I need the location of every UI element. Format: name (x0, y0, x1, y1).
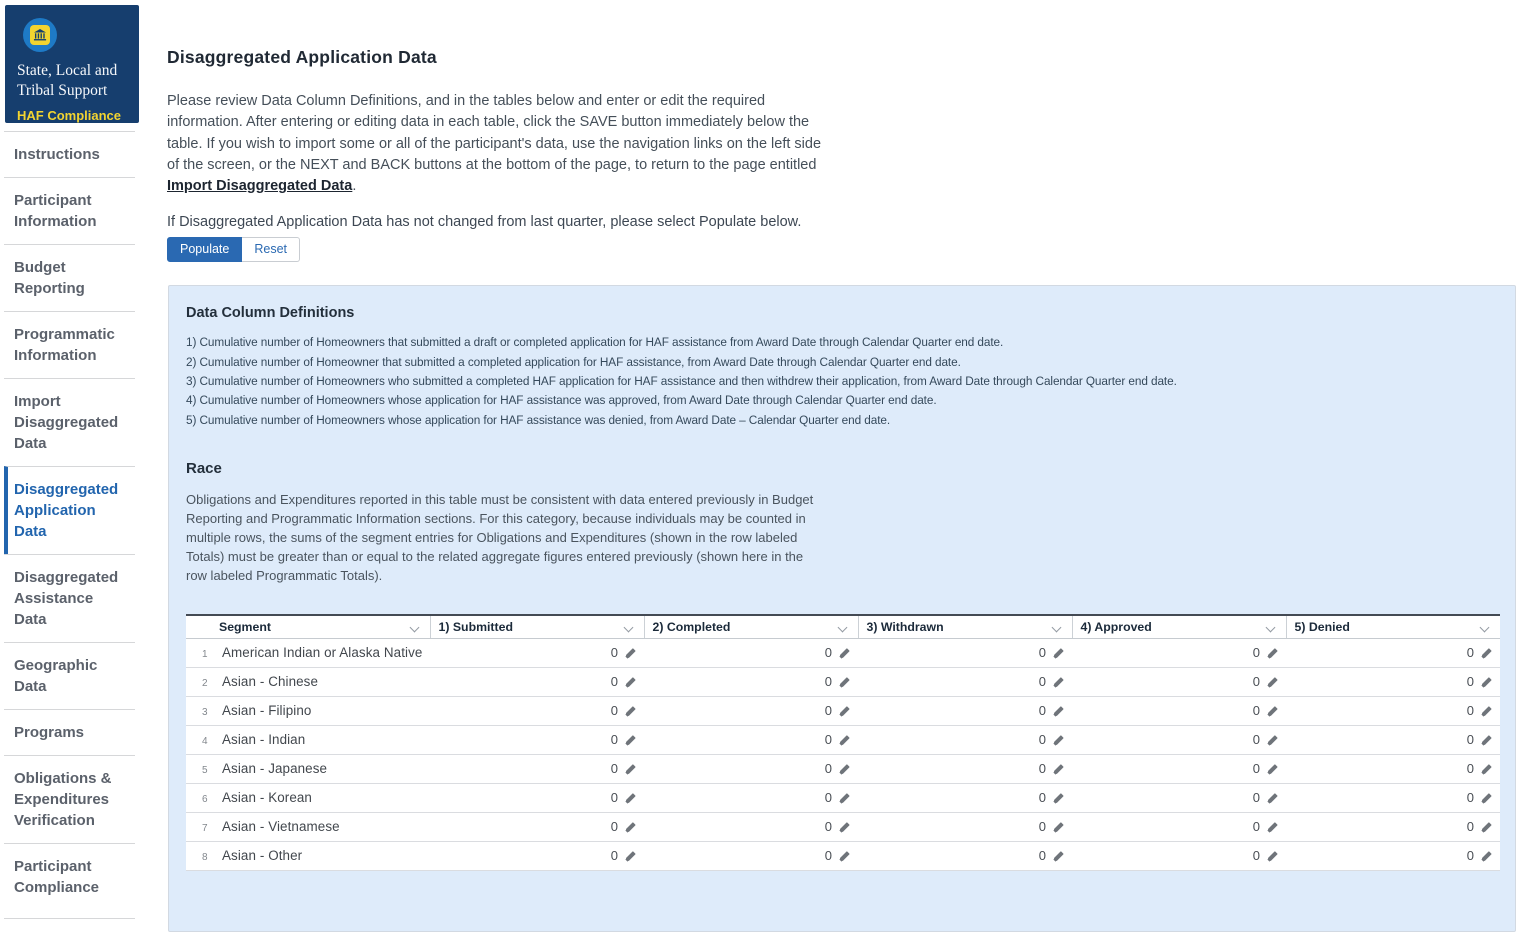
cell-value: 0 (1252, 790, 1260, 806)
definitions-list (186, 333, 1499, 429)
cell-value: 0 (824, 703, 832, 719)
column-header-denied[interactable] (1286, 615, 1500, 639)
edit-pencil-icon[interactable] (624, 734, 636, 746)
row-number: 4 (202, 736, 208, 748)
cell-value: 0 (1038, 732, 1046, 748)
cell-value: 0 (1252, 848, 1260, 864)
edit-pencil-icon[interactable] (1480, 647, 1492, 659)
table-row (186, 842, 1500, 871)
cell-value: 0 (610, 732, 618, 748)
sidebar-item-budget-reporting[interactable]: Budget Reporting (4, 244, 135, 311)
segment-label: Asian - Indian (222, 732, 306, 748)
edit-pencil-icon[interactable] (1052, 647, 1064, 659)
cell-value: 0 (1252, 645, 1260, 661)
chevron-down-icon[interactable] (837, 623, 847, 633)
cell-value: 0 (1038, 761, 1046, 777)
table-row (186, 784, 1500, 813)
table-row (186, 668, 1500, 697)
row-number: 6 (202, 794, 208, 806)
edit-pencil-icon[interactable] (1052, 763, 1064, 775)
edit-pencil-icon[interactable] (1052, 850, 1064, 862)
edit-pencil-icon[interactable] (1266, 763, 1278, 775)
cell-value: 0 (1252, 674, 1260, 690)
edit-pencil-icon[interactable] (1052, 705, 1064, 717)
column-header-completed[interactable] (644, 615, 858, 639)
edit-pencil-icon[interactable] (838, 647, 850, 659)
table-row (186, 813, 1500, 842)
sidebar-nav (4, 131, 135, 919)
table-row (186, 639, 1500, 668)
edit-pencil-icon[interactable] (1266, 821, 1278, 833)
cell-value: 0 (1466, 848, 1474, 864)
cell-value: 0 (824, 732, 832, 748)
main-content (167, 0, 1519, 932)
segment-label: Asian - Other (222, 848, 303, 864)
edit-pencil-icon[interactable] (1266, 705, 1278, 717)
treasury-seal-icon (23, 18, 57, 52)
definition-line: 3) Cumulative number of Homeowners who submitted a completed HAF application for HAF assistance and then withdrew their application, from Award Date through Calendar Quarter end date. (186, 374, 1177, 389)
edit-pencil-icon[interactable] (838, 705, 850, 717)
sidebar-item-geographic-data[interactable]: Geographic Data (4, 642, 135, 709)
chevron-down-icon[interactable] (623, 623, 633, 633)
cell-value: 0 (610, 790, 618, 806)
row-number: 8 (202, 852, 208, 864)
edit-pencil-icon[interactable] (1052, 821, 1064, 833)
sidebar-item-import-disaggregated-data[interactable]: Import Disaggregated Data (4, 378, 135, 466)
cell-value: 0 (1038, 674, 1046, 690)
sidebar-item-obligations-expenditures-verification[interactable]: Obligations & Expenditures Verification (4, 755, 135, 843)
cell-value: 0 (610, 645, 618, 661)
cell-value: 0 (1466, 674, 1474, 690)
cell-value: 0 (1038, 790, 1046, 806)
edit-pencil-icon[interactable] (1266, 734, 1278, 746)
edit-pencil-icon[interactable] (624, 792, 636, 804)
edit-pencil-icon[interactable] (624, 676, 636, 688)
intro-paragraph (167, 91, 829, 197)
edit-pencil-icon[interactable] (1480, 676, 1492, 688)
column-header-label: Segment (219, 620, 271, 635)
sidebar-item-disaggregated-assistance-data[interactable]: Disaggregated Assistance Data (4, 554, 135, 642)
cell-value: 0 (1252, 703, 1260, 719)
intro-text: Please review Data Column Definitions, and in the tables below and enter or edit the required information. After entering or editing data in each table, click the SAVE button immediately below the table. If you wish to import some or all of the participant's data, use the navigation links on the left side of the screen, or the NEXT and BACK buttons at the bottom of the page, to return to the page entitled (167, 93, 822, 173)
edit-pencil-icon[interactable] (624, 763, 636, 775)
edit-pencil-icon[interactable] (1480, 792, 1492, 804)
cell-value: 0 (1038, 703, 1046, 719)
cell-value: 0 (610, 703, 618, 719)
definitions-title: Data Column Definitions (186, 305, 355, 322)
edit-pencil-icon[interactable] (1480, 705, 1492, 717)
cell-value: 0 (824, 645, 832, 661)
sidebar-item-instructions[interactable]: Instructions (4, 131, 135, 177)
edit-pencil-icon[interactable] (838, 734, 850, 746)
segment-label: Asian - Chinese (222, 674, 319, 690)
cell-value: 0 (1466, 703, 1474, 719)
definition-line: 4) Cumulative number of Homeowners whose application for HAF assistance was approved, from Award Date through Calendar Quarter end date. (186, 393, 937, 408)
cell-value: 0 (824, 819, 832, 835)
edit-pencil-icon[interactable] (624, 821, 636, 833)
edit-pencil-icon[interactable] (1052, 734, 1064, 746)
race-section-description: Obligations and Expenditures reported in this table must be consistent with data entered previously in Budget Reporting and Programmatic Information sections. For this category, because individuals may be counted in multiple rows, the sums of the segment entries for Obligations and Expenditures (shown in the row labeled Totals) must be greater than or equal to the related aggregate figures entered previously (shown here in the row labeled Programmatic Totals). (186, 491, 814, 583)
edit-pencil-icon[interactable] (1480, 850, 1492, 862)
edit-pencil-icon[interactable] (1480, 821, 1492, 833)
intro-suffix: . (352, 178, 357, 195)
chevron-down-icon[interactable] (1051, 623, 1061, 633)
edit-pencil-icon[interactable] (624, 850, 636, 862)
column-header-submitted[interactable] (430, 615, 644, 639)
cell-value: 0 (1466, 790, 1474, 806)
edit-pencil-icon[interactable] (838, 676, 850, 688)
sidebar-item-disaggregated-application-data[interactable]: Disaggregated Application Data (4, 466, 135, 554)
definition-line: 2) Cumulative number of Homeowner that submitted a completed application for HAF assistance, from Award Date through Calendar Quarter end date. (186, 354, 961, 369)
edit-pencil-icon[interactable] (838, 763, 850, 775)
edit-pencil-icon[interactable] (1480, 763, 1492, 775)
edit-pencil-icon[interactable] (1052, 792, 1064, 804)
segment-label: Asian - Japanese (222, 761, 328, 777)
table-row (186, 726, 1500, 755)
definition-line: 1) Cumulative number of Homeowners that submitted a draft or completed application for HAF assistance from Award Date through Calendar Quarter end date. (186, 335, 1004, 350)
edit-pencil-icon[interactable] (1266, 647, 1278, 659)
segment-label: Asian - Korean (222, 790, 312, 806)
logo-title: State, Local and Tribal Support (17, 62, 118, 99)
column-header-label: 4) Approved (1080, 620, 1152, 635)
race-section-title: Race (186, 459, 222, 477)
column-header-withdrawn[interactable] (858, 615, 1072, 639)
chevron-down-icon[interactable] (1265, 623, 1275, 633)
table-header-row (186, 615, 1500, 639)
populate-note: If Disaggregated Application Data has not changed from last quarter, please select Populate below. (167, 214, 802, 231)
sidebar-divider (4, 918, 135, 919)
data-panel (168, 285, 1516, 932)
cell-value: 0 (1466, 645, 1474, 661)
edit-pencil-icon[interactable] (624, 705, 636, 717)
cell-value: 0 (1466, 761, 1474, 777)
segment-label: Asian - Vietnamese (222, 819, 340, 835)
edit-pencil-icon[interactable] (838, 850, 850, 862)
cell-value: 0 (1466, 819, 1474, 835)
table-row (186, 697, 1500, 726)
cell-value: 0 (610, 848, 618, 864)
cell-value: 0 (1038, 848, 1046, 864)
cell-value: 0 (1038, 819, 1046, 835)
cell-value: 0 (824, 761, 832, 777)
edit-pencil-icon[interactable] (838, 821, 850, 833)
cell-value: 0 (610, 819, 618, 835)
column-header-label: 1) Submitted (438, 620, 513, 635)
cell-value: 0 (824, 790, 832, 806)
page-title: Disaggregated Application Data (167, 47, 437, 67)
sidebar-item-participant-compliance[interactable]: Participant Compliance (4, 843, 135, 910)
sidebar-item-programs[interactable]: Programs (4, 709, 135, 755)
sidebar-item-participant-information[interactable]: Participant Information (4, 177, 135, 244)
edit-pencil-icon[interactable] (838, 792, 850, 804)
agency-logo (5, 5, 139, 123)
populate-button-group (167, 237, 300, 262)
bank-building-icon (30, 25, 50, 45)
cell-value: 0 (824, 674, 832, 690)
edit-pencil-icon[interactable] (1052, 676, 1064, 688)
edit-pencil-icon[interactable] (1266, 850, 1278, 862)
row-number: 3 (202, 707, 208, 719)
import-disaggregated-data-link[interactable]: Import Disaggregated Data (167, 178, 353, 195)
row-number: 7 (202, 823, 208, 835)
cell-value: 0 (1252, 761, 1260, 777)
segment-label: Asian - Filipino (222, 703, 312, 719)
column-header-approved[interactable] (1072, 615, 1286, 639)
column-header-label: 5) Denied (1294, 620, 1350, 635)
reset-button[interactable]: Reset (242, 237, 300, 262)
column-header-label: 3) Withdrawn (866, 620, 944, 635)
row-number: 2 (202, 678, 208, 690)
sidebar-item-programmatic-information[interactable]: Programmatic Information (4, 311, 135, 378)
edit-pencil-icon[interactable] (1266, 676, 1278, 688)
edit-pencil-icon[interactable] (1266, 792, 1278, 804)
cell-value: 0 (824, 848, 832, 864)
table-row (186, 755, 1500, 784)
cell-value: 0 (610, 674, 618, 690)
cell-value: 0 (610, 761, 618, 777)
definition-line: 5) Cumulative number of Homeowners whose application for HAF assistance was denied, from Award Date – Calendar Quarter end date. (186, 412, 891, 427)
cell-value: 0 (1252, 732, 1260, 748)
populate-button[interactable]: Populate (167, 237, 242, 262)
segment-label: American Indian or Alaska Native (222, 645, 423, 661)
cell-value: 0 (1038, 645, 1046, 661)
chevron-down-icon[interactable] (409, 623, 419, 633)
edit-pencil-icon[interactable] (624, 647, 636, 659)
cell-value: 0 (1252, 819, 1260, 835)
logo-subtitle: HAF Compliance (17, 108, 122, 123)
race-data-table (186, 614, 1500, 872)
chevron-down-icon[interactable] (1480, 623, 1490, 633)
row-number: 5 (202, 765, 208, 777)
edit-pencil-icon[interactable] (1480, 734, 1492, 746)
row-number: 1 (202, 649, 208, 661)
column-header-label: 2) Completed (652, 620, 731, 635)
column-header-segment[interactable] (186, 615, 430, 639)
cell-value: 0 (1466, 732, 1474, 748)
